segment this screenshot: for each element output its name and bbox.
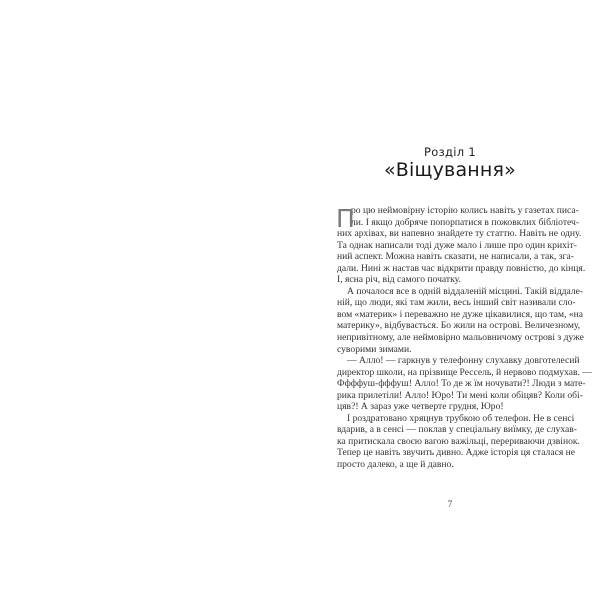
paragraph-3-dialogue — [337, 355, 592, 413]
text-line: Та однак написали тоді дуже мало і лише про один крихіт- — [337, 239, 577, 251]
text-line: ро цю неймовірну історію колись навіть у газетах писа- — [351, 205, 579, 216]
page-number: 7 — [447, 499, 453, 509]
text-line: ка притискала своєю вагою важільці, перериваючи дзвінок. — [337, 435, 580, 447]
paragraph-4 — [337, 412, 580, 471]
chapter-title: «Віщування» — [383, 159, 517, 181]
text-line: рика прилетіли! Алло! Юро! Ти мені коли обіцяв? Коли обі- — [337, 389, 583, 401]
text-line: І роздратовано хряцнув трубкою об телефон. Не в сенсі — [347, 412, 575, 424]
text-line: дали. Нині ж настав час відкрити правду повністю, до кінця. — [337, 262, 586, 274]
text-line: вом «материк» і переважно не дуже цікавилися, що там, «на — [337, 308, 584, 320]
text-line: І, ясна річ, від самого початку. — [337, 274, 461, 286]
text-line: них архівах, ви напевно знайдете ту статтю. Навіть не одну. — [337, 228, 582, 240]
text-line: А почалося все в одній віддаленій місцині. Такій віддале- — [347, 285, 584, 297]
text-line: ли. І якщо добряче попорпатися в пожовклих бібліотеч- — [351, 216, 580, 228]
text-line: ній, що люди, які там жили, весь інший світ називали сло- — [337, 297, 576, 309]
text-line: вдарив, а в сенсі — поклав у спеціальну виїмку, де слухав- — [337, 424, 577, 436]
chapter-body — [336, 204, 592, 471]
right-page — [300, 0, 600, 600]
paragraph-1 — [337, 205, 586, 286]
drop-cap: П — [336, 204, 355, 233]
text-line: — Алло! — гаркнув у телефонну слухавку довготелесий — [347, 355, 580, 367]
paragraph-2 — [337, 285, 584, 355]
text-line: Тепер це навіть звучить дивно. Адже історія ця сталася не — [337, 447, 576, 459]
text-line: ний аспект. Можна навіть сказати, не написали, а так, зга- — [337, 251, 574, 263]
text-line: материку», відбувається. Бо жили на острові. Величезному, — [337, 320, 581, 332]
text-line: непривітному, але неймовірно мальовничому острові з дуже — [337, 332, 584, 344]
text-line: цяв?! А зараз уже четверте грудня, Юро! — [337, 401, 504, 413]
chapter-label: Розділ 1 — [424, 145, 476, 159]
text-line: просто далеко, а ще й давно. — [337, 459, 454, 471]
text-line: Ффффуш-фффуш! Алло! То де ж їм ночувати?! Люди з мате- — [337, 378, 586, 390]
text-line: суворими зимами. — [337, 343, 412, 355]
text-line: директор школи, на прізвище Рессель, й нервово подмухав. — — [337, 366, 592, 378]
